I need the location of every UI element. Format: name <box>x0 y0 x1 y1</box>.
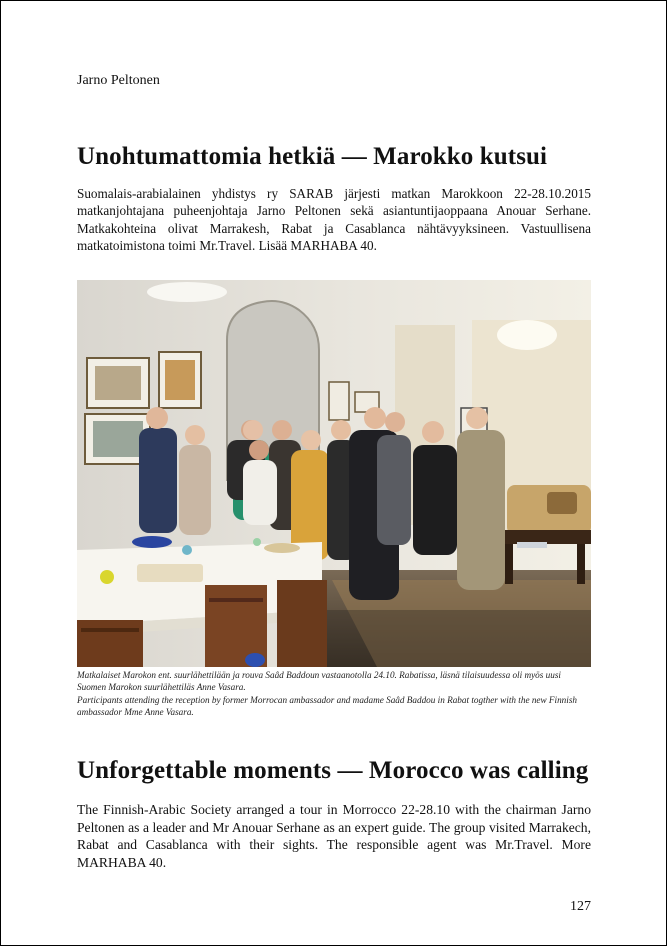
article-body-en: The Finnish-Arabic Society arranged a tour in Morrocco 22-28.10 with the chairman Jarno Peltonen as a leader and Mr Anouar Serhane as an expert guide. The group visited Marrakech, Rabat and Casablanca with their sights. The responsible agent was Mr.Travel. More MARHABA 40. <box>77 802 591 870</box>
page-number: 127 <box>570 899 591 914</box>
photo-caption-fi: Matkalaiset Marokon ent. suurlähettilään ja rouva Saâd Baddoun vastaanotolla 24.10. Rabatissa, läsnä tilaisuudessa oli myös uusi Suomen Marokon suurlähettiläs Anne Vasara. <box>77 670 561 692</box>
author-name: Jarno Peltonen <box>77 73 160 88</box>
article-body-fi: Suomalais-arabialainen yhdistys ry SARAB järjesti matkan Marokkoon 22-28.10.2015 matkanjohtajana puheenjohtaja Jarno Peltonen sekä asiantuntijaoppaana Anouar Serhane. Matkakohteina olivat Marrakesh, Rabat ja Casablanca nähtävyyksineen. Vastuullisena matkatoimistona toimi Mr.Travel. Lisää MARHABA 40. <box>77 186 591 253</box>
group-photo <box>77 280 591 667</box>
photo-caption-en: Participants attending the reception by former Morrocan ambassador and madame Saâd Baddou in Rabat togther with the new Finnish ambassador Mme Anne Vasara. <box>77 695 577 717</box>
article-title-fi: Unohtumattomia hetkiä — Marokko kutsui <box>77 143 548 170</box>
article-title-en: Unforgettable moments — Morocco was calling <box>77 757 589 784</box>
